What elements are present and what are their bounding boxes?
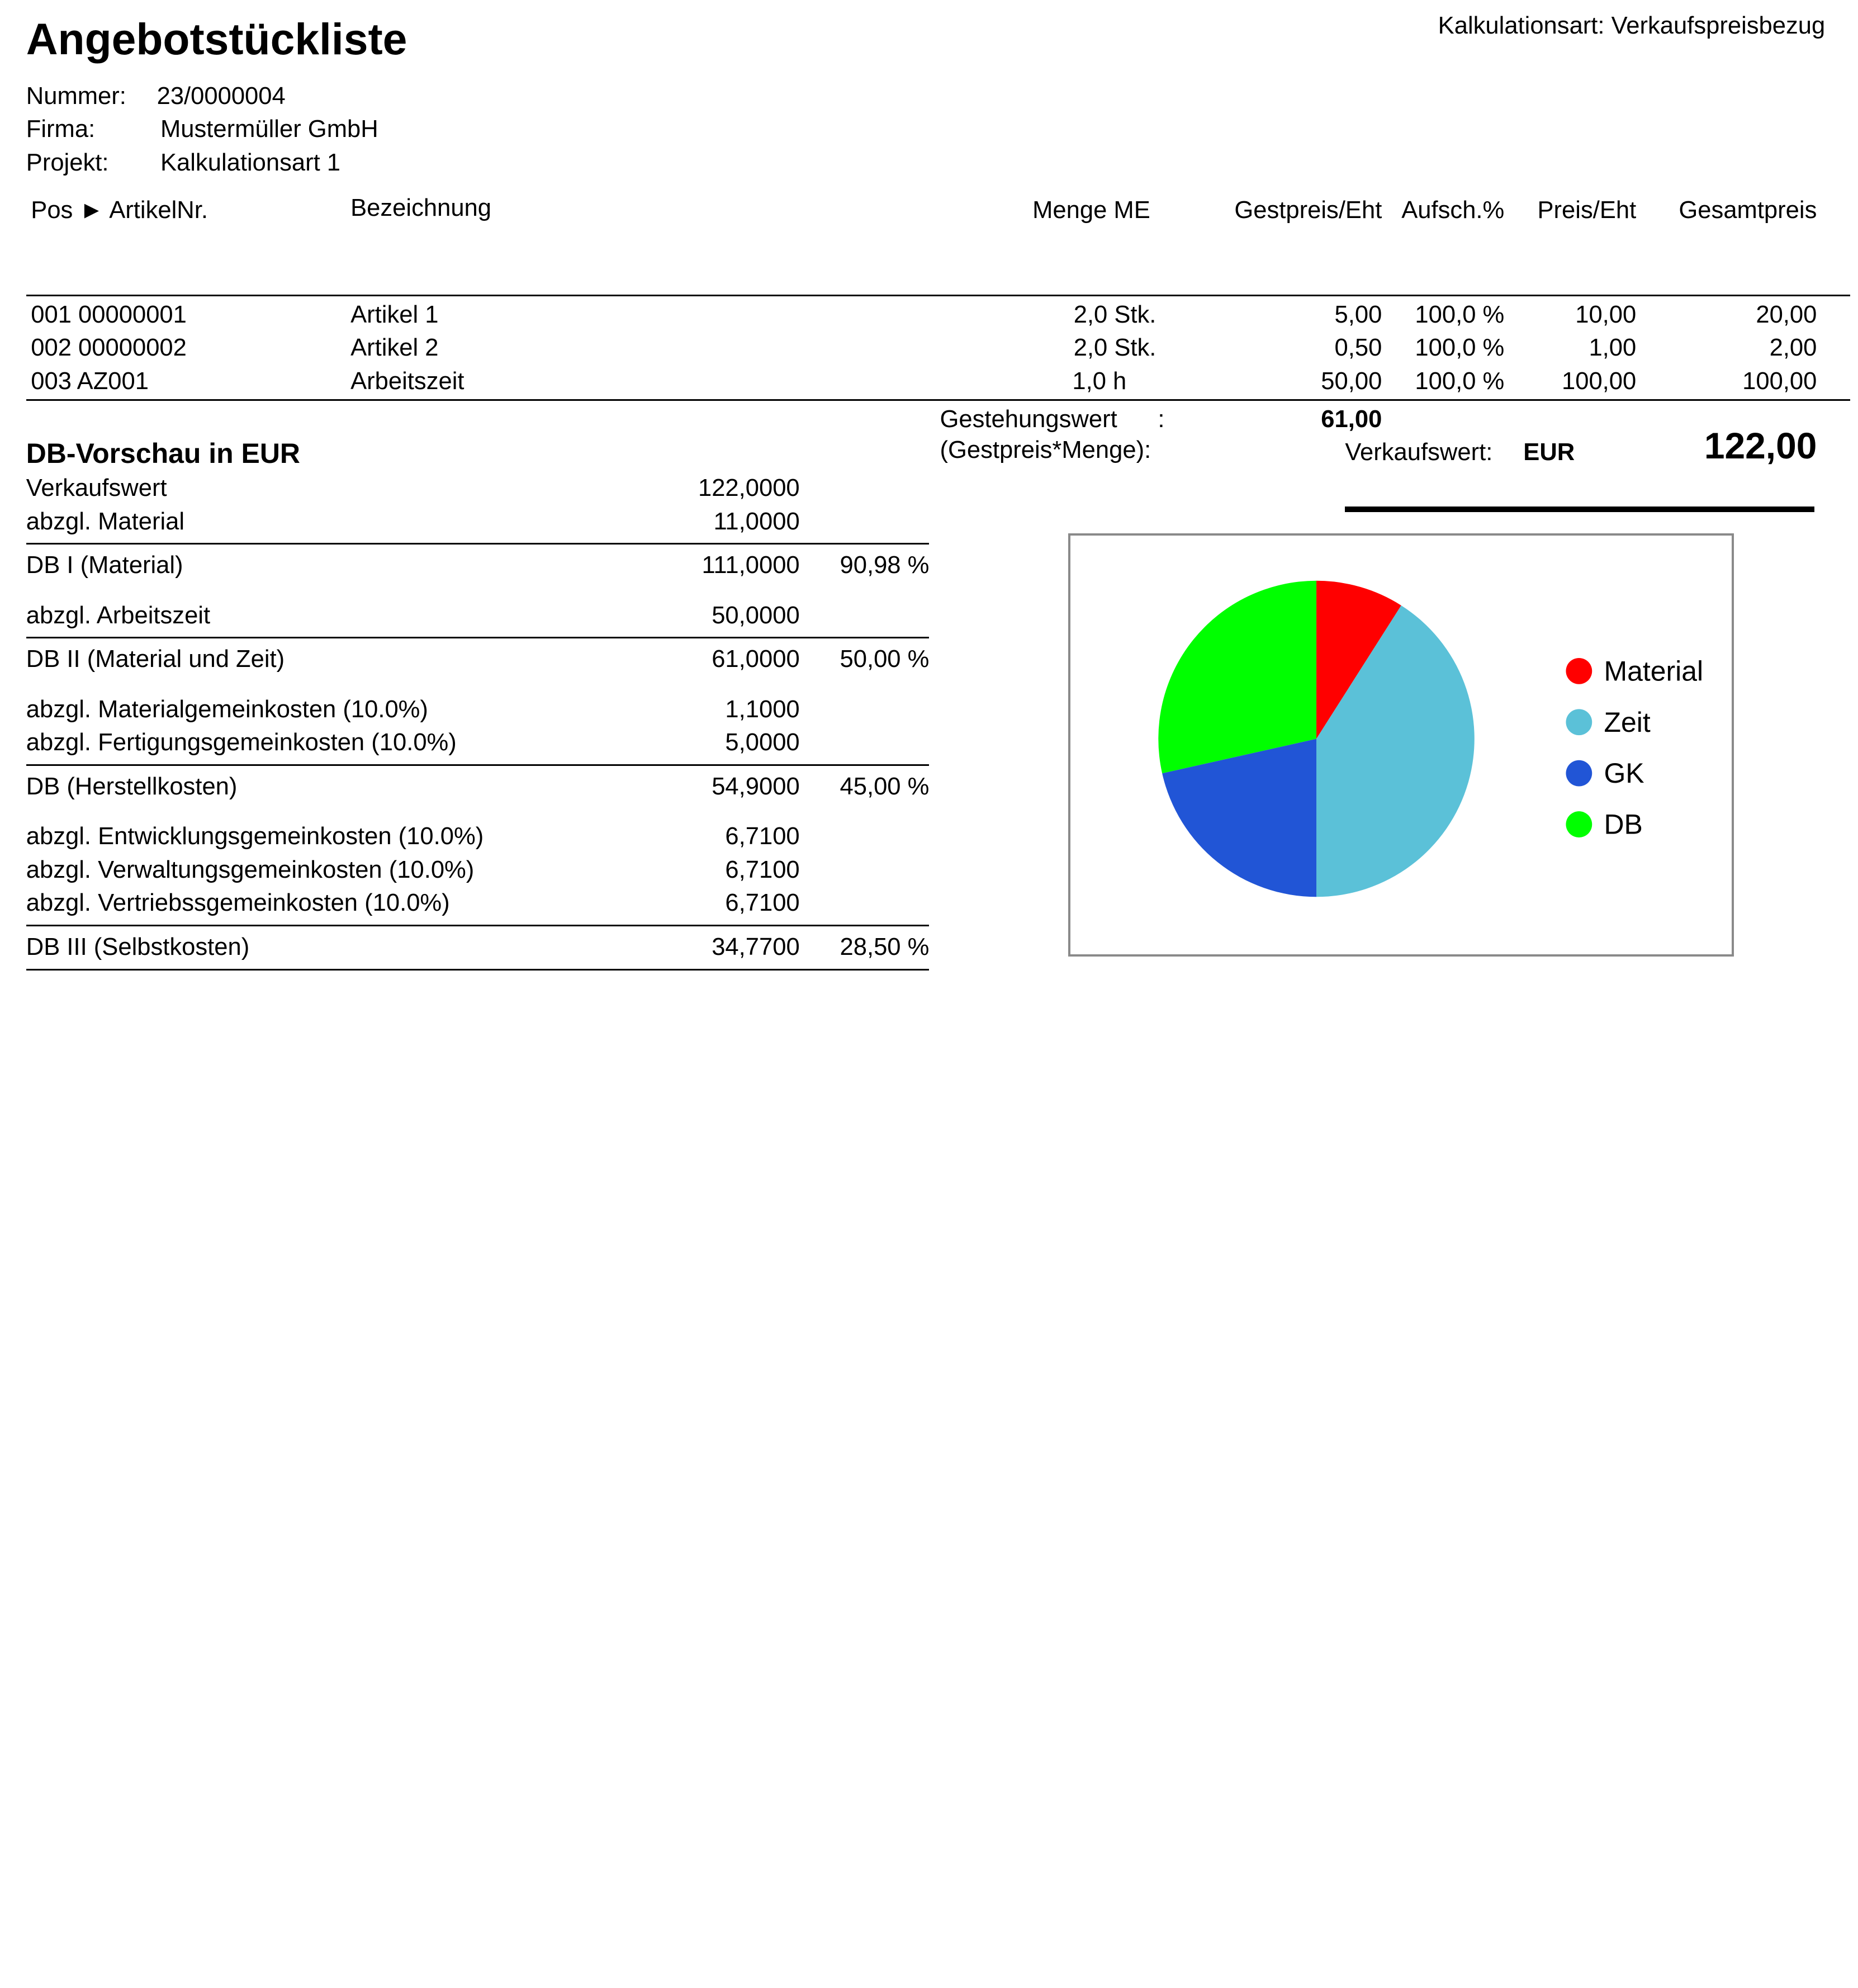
db-row-label: abzgl. Arbeitszeit [26,602,211,629]
table-bottom-rule [26,399,1850,401]
cell-gesamt: 2,00 [1769,334,1817,362]
legend-label-gk: GK [1604,758,1644,789]
db-row-value: 1,1000 [725,695,800,723]
gestehungswert-label: Gestehungswert : [940,405,1165,433]
cell-gestpreis: 5,00 [1334,301,1382,328]
cell-gesamt: 20,00 [1756,301,1817,328]
db-row-percent: 50,00 % [840,646,930,673]
db-preview-title: DB-Vorschau in EUR [26,438,300,470]
legend-marker-db [1566,812,1592,838]
legend-label-db: DB [1604,809,1643,841]
meta-value-project: Kalkulationsart 1 [160,149,341,176]
col-header-gestpreis: Gestpreis/Eht [1234,196,1382,224]
db-rule [26,969,930,971]
db-row-label: abzgl. Material [26,508,185,535]
cell-menge: 1,0 h [1072,367,1127,395]
cell-bezeichnung: Arbeitszeit [350,367,464,395]
total-underline [1345,507,1814,513]
db-row-value: 111,0000 [702,552,800,579]
cell-menge: 2,0 Stk. [1073,334,1156,362]
pie-chart-panel [1068,533,1733,957]
cell-pos: 003 AZ001 [31,367,149,395]
gestehungswert-sublabel: (Gestpreis*Menge): [940,437,1151,464]
db-rule [26,925,930,926]
db-rule [26,637,930,638]
calculation-type: Kalkulationsart: Verkaufspreisbezug [1438,12,1826,40]
verkaufswert-value: 122,00 [1704,424,1817,466]
legend-label-material: Material [1604,655,1704,687]
col-header-preis: Preis/Eht [1537,196,1637,224]
meta-label-project: Projekt: [26,149,109,176]
currency-code: EUR [1523,439,1575,466]
meta-label-company: Firma: [26,116,96,143]
meta-value-number: 23/0000004 [157,82,286,110]
gestehungswert-value: 61,00 [1321,405,1382,433]
db-row-label: DB I (Material) [26,552,183,579]
db-row-label: abzgl. Verwaltungsgemeinkosten (10.0%) [26,856,475,883]
db-rule [26,543,930,545]
db-row-label: Verkaufswert [26,475,167,502]
db-row-value: 5,0000 [725,729,800,756]
legend-marker-zeit [1566,709,1592,736]
cell-pos: 001 00000001 [31,301,187,328]
db-row-label: abzgl. Fertigungsgemeinkosten (10.0%) [26,729,457,756]
db-row-value: 54,9000 [712,773,800,800]
cell-gestpreis: 0,50 [1334,334,1382,362]
table-top-rule [26,295,1850,296]
cell-bezeichnung: Artikel 1 [350,301,439,328]
col-header-menge: Menge ME [1032,196,1150,224]
db-row-value: 6,7100 [725,823,800,850]
db-row-percent: 28,50 % [840,933,930,960]
legend-marker-material [1566,658,1592,684]
col-header-gesamt: Gesamtpreis [1679,196,1817,224]
cell-preis: 100,00 [1561,367,1637,395]
cell-gestpreis: 50,00 [1321,367,1382,395]
db-row-percent: 45,00 % [840,773,930,800]
cell-preis: 1,00 [1589,334,1637,362]
db-row-value: 11,0000 [713,508,800,535]
verkaufswert-label: Verkaufswert: [1345,439,1493,466]
cell-pos: 002 00000002 [31,334,187,362]
page-title: Angebotstückliste [26,14,407,64]
col-header-bezeichnung: Bezeichnung [350,194,491,221]
db-rule [26,764,930,766]
col-header-aufsch: Aufsch.% [1401,196,1505,224]
cell-menge: 2,0 Stk. [1073,301,1156,328]
db-row-label: DB (Herstellkosten) [26,773,238,800]
db-row-value: 122,0000 [698,475,800,502]
cell-aufsch: 100,0 % [1415,334,1505,362]
legend-marker-gk [1566,760,1592,787]
db-row-value: 6,7100 [725,856,800,883]
db-row-value: 61,0000 [712,646,800,673]
db-row-label: abzgl. Entwicklungsgemeinkosten (10.0%) [26,823,484,850]
cell-bezeichnung: Artikel 2 [350,334,439,362]
cell-aufsch: 100,0 % [1415,367,1505,395]
db-row-label: DB III (Selbstkosten) [26,933,250,960]
db-row-value: 34,7700 [712,933,800,960]
cell-preis: 10,00 [1575,301,1637,328]
meta-label-number: Nummer: [26,82,126,110]
db-row-value: 50,0000 [712,602,800,629]
legend-label-zeit: Zeit [1604,707,1651,739]
db-row-label: abzgl. Vertriebssgemeinkosten (10.0%) [26,889,450,917]
cell-gesamt: 100,00 [1742,367,1817,395]
cell-aufsch: 100,0 % [1415,301,1505,328]
col-header-pos: Pos ► ArtikelNr. [31,196,208,224]
db-row-value: 6,7100 [725,889,800,917]
db-row-percent: 90,98 % [840,552,930,579]
meta-value-company: Mustermüller GmbH [160,116,378,143]
db-row-label: abzgl. Materialgemeinkosten (10.0%) [26,695,428,723]
db-row-label: DB II (Material und Zeit) [26,646,285,673]
pie-chart [1070,536,1731,954]
